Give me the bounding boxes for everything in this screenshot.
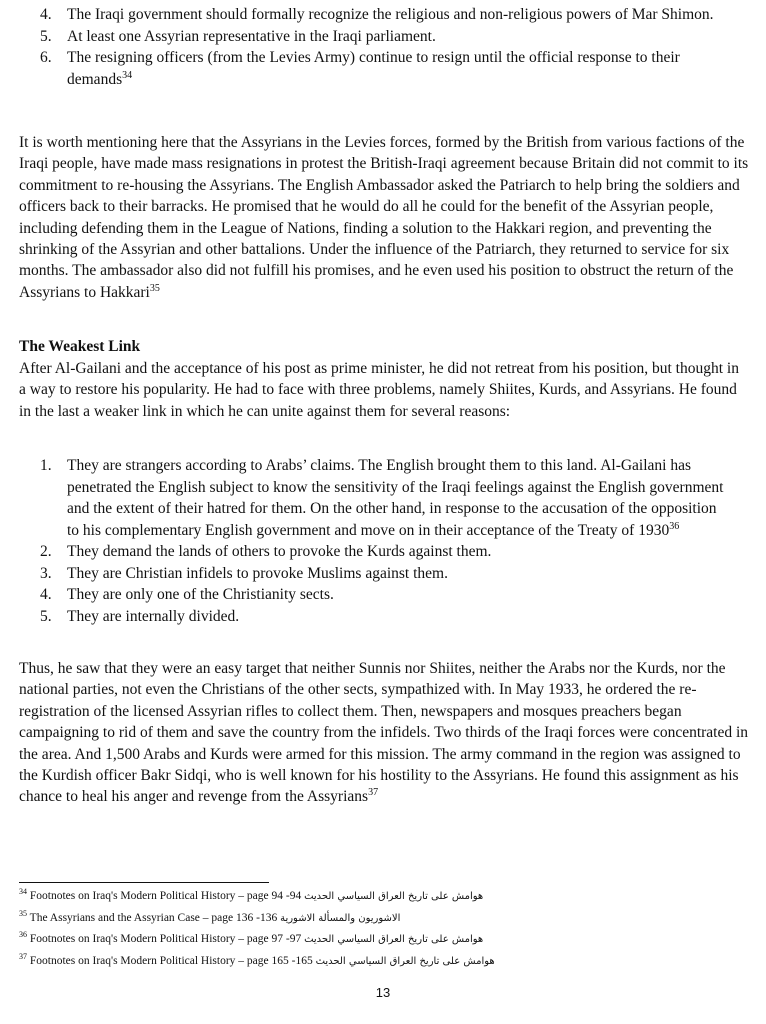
list-item xyxy=(40,584,727,606)
footnote-number: 34 xyxy=(19,887,27,897)
footnote-number: 37 xyxy=(19,951,27,961)
footnote xyxy=(19,886,619,908)
list-item-text: The resigning officers (from the Levies Army) continue to resign until the official response to their demands xyxy=(67,49,680,88)
list-item xyxy=(40,606,727,628)
footnote-text: Footnotes on Iraq's Modern Political History – page 165 -165 xyxy=(27,954,316,967)
paragraph-easy-target xyxy=(19,658,749,808)
footnote-arabic-title: هوامش على تاريخ العراق السياسي الحديث xyxy=(304,934,484,945)
footnote-ref: 34 xyxy=(122,69,133,81)
list-item xyxy=(40,455,727,541)
footnote xyxy=(19,951,619,973)
list-item-text: The Iraqi government should formally recognize the religious and non-religious powers of Mar Shimon. xyxy=(67,6,714,23)
footnote-text: Footnotes on Iraq's Modern Political History – page 94 -94 xyxy=(27,890,305,902)
page-number: 13 xyxy=(375,985,391,1000)
list-item xyxy=(40,26,727,48)
list-item xyxy=(40,563,727,585)
footnote-ref: 35 xyxy=(149,282,160,294)
list-item-text: They are Christian infidels to provoke Muslims against them. xyxy=(67,564,448,582)
footnote xyxy=(19,908,619,930)
list-item-number: 5. xyxy=(40,27,52,45)
list-item-text: They are only one of the Christianity sects. xyxy=(67,586,334,603)
footnote-arabic-title: هوامش على تاريخ العراق السياسي الحديث xyxy=(315,955,495,967)
footnote-arabic-title: الاشوريون والمسألة الاشورية xyxy=(280,912,401,924)
list-item-text: They are internally divided. xyxy=(67,607,240,625)
footnote-divider xyxy=(19,882,269,883)
list-item xyxy=(40,4,727,26)
footnote-ref: 36 xyxy=(669,520,680,532)
footnote-text: Footnotes on Iraq's Modern Political History – page 97 -97 xyxy=(27,933,305,945)
footnote-text: The Assyrians and the Assyrian Case – page 136 -136 xyxy=(27,911,281,924)
list-item-text: At least one Assyrian representative in the Iraqi parliament. xyxy=(67,27,436,45)
footnote-ref: 37 xyxy=(368,787,379,799)
footnote xyxy=(19,929,619,951)
list-item-text: They demand the lands of others to provoke the Kurds against them. xyxy=(67,543,492,560)
footnote-number: 35 xyxy=(19,908,27,918)
paragraph-text: Thus, he saw that they were an easy target that neither Sunnis nor Shiites, neither the Arabs nor the Kurds, nor the national parties, not even the Christians of the other sects, sympathized with. In May 1933, he ordered the re-registration of the licensed Assyrian rifles to collect them. Then, newspapers and mosques preachers began campaigning to rid of them and save the country from the infidels. Two thirds of the Iraqi forces were concentrated in the area. And 1,500 Arabs and Kurds were armed for this mission. The army command in the region was assigned to the Kurdish officer Bakr Sidqi, who is well known for his hostility to the Assyrians. He found this assignment as his chance to heal his anger and revenge from the Assyrians xyxy=(19,660,749,806)
list-item-number: 1. xyxy=(40,457,52,474)
footnotes xyxy=(19,886,619,972)
list-item-number: 4. xyxy=(40,6,52,23)
list-item xyxy=(40,47,727,90)
list-item-number: 4. xyxy=(40,586,52,603)
demands-list xyxy=(40,4,727,90)
list-item-number: 2. xyxy=(40,543,52,560)
paragraph-levies xyxy=(19,132,749,303)
section-heading: The Weakest Link xyxy=(19,338,141,355)
paragraph-text: It is worth mentioning here that the Assyrians in the Levies forces, formed by the British from various factions of the Iraqi people, have made mass resignations in protest the British-Iraqi agreement because Britain did not commit to its commitment to re-housing the Assyrians. The English Ambassador asked the Patriarch to help bring the soldiers and officers back to their barracks. He promised that he would do all he could for the benefit of the Assyrian people, including defending them in the League of Nations, finding a solution to the Hakkari region, and preventing the shrinking of the Assyrian and other battalions. Under the influence of the Patriarch, they returned to service for six months. The ambassador also did not fulfill his promises, and he even used his position to obstruct the return of the Assyrians to Hakkari xyxy=(19,134,749,301)
footnote-number: 36 xyxy=(19,930,27,940)
list-item xyxy=(40,541,727,563)
reasons-list xyxy=(40,455,727,627)
list-item-number: 5. xyxy=(40,607,52,625)
footnote-arabic-title: هوامش على تاريخ العراق السياسي الحديث xyxy=(304,891,484,902)
list-item-number: 6. xyxy=(40,49,52,66)
paragraph-gailani xyxy=(19,358,749,422)
list-item-text: They are strangers according to Arabs’ claims. The English brought them to this land. Al-Gailani has penetrated the English subject to know the sensitivity of the Iraqi feelings against the English government and the extent of their hatred for them. On the other hand, in response to the accusation of the opposition to his complementary English government and move on in their acceptance of the Treaty of 1930 xyxy=(67,457,724,539)
paragraph-text: After Al-Gailani and the acceptance of his post as prime minister, he did not retreat from his position, but thought in a way to restore his popularity. He had to face with three problems, namely Shiites, Kurds, and Assyrians. He found in the last a weaker link in which he can unite against them for several reasons: xyxy=(19,360,739,420)
list-item-number: 3. xyxy=(40,564,52,582)
